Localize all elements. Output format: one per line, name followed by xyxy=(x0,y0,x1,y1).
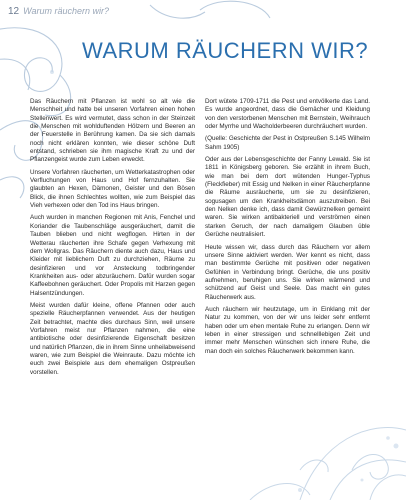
source-citation: (Quelle: Geschichte der Pest in Ostpreußen S.145 Wilhelm Sahm 1905) xyxy=(205,135,370,151)
right-column xyxy=(205,98,370,360)
paragraph: Meist wurden dafür kleine, offene Pfannen oder auch spezielle Räucherpfannen verwendet. Aus der heutigen Zeit betrachtet, machte dies durchaus Sinn, weil unsere Vorfahren meist nur Pflanzen nahmen, die eine antibiotische oder desinfizierende Eigenschaft besitzen und natürlich Pflanzen, die in ihrem Sinne unheilabweisend waren, wie zum Beispiel die Weinraute. Dazu möchte ich euch zwei Beispiele aus dem ehemaligen Ostpreußen vorstellen. xyxy=(30,301,195,376)
paragraph: Auch räuchern wir heutzutage, um in Einklang mit der Natur zu kommen, von der wir uns leider sehr entfernt haben oder um ehen mentale Ruhe zu erlangen. Denn wir leben in einer stressigen und schnelllebigen Zeit und immer mehr Menschen wünschen sich innere Ruhe, die man doch ein solches Räucherwerk bekommen kann. xyxy=(205,305,370,355)
running-title: Warum räuchern wir? xyxy=(23,6,109,16)
running-header xyxy=(8,6,109,17)
paragraph: Unsere Vorfahren räucherten, um Wetterkatastrophen oder Verfluchungen von Haus und Hof fernzuhalten. Sie glaubten an Hexen, Dämonen, Geister und den Bösen Blick, die ihnen Schlechtes wollten, wie zum Beispiel das Vieh verhexen oder den Tod ins Haus bringen. xyxy=(30,168,195,210)
paragraph: Dort wütete 1709-1711 die Pest und entvölkerte das Land. Es wurde angeordnet, dass die Gemächer und Kleidung von den verstorbenen Menschen mit Bernstein, Weihrauch oder Myrrhe und Wacholderbeeren durchräuchert wurden. xyxy=(205,98,370,131)
chapter-title: WARUM RÄUCHERN WIR? xyxy=(82,38,369,63)
paragraph: Heute wissen wir, dass durch das Räuchern vor allem unsere Sinne aktiviert werden. Wer kennt es nicht, dass man bestimmte Gerüche mit positiven oder negativen Gefühlen in Verbindung bringt. Gerüche, die uns positiv aufnehmen, beruhigen uns. Sie wirken wärmend und schützend auf Geist und Seele. Das macht ein gutes Räucherwerk aus. xyxy=(205,243,370,301)
left-column xyxy=(30,98,195,381)
paragraph: Das Räuchern mit Pflanzen ist wohl so alt wie die Menschheit und hatte bei unseren Vorfahren einen hohen Stellenwert. Es wird vermutet, dass schon in der Steinzeit die Menschen mit wohlduftenden Hölzern und Beeren an der Feuerstelle in Berührung kamen. Da sie sich damals noch nicht erklären konnten, wie dieser schöne Duft entstand, schrieben sie ihm magische Kraft zu und der Pflanzengeist wurde zum Leben erweckt. xyxy=(30,98,195,164)
paragraph: Oder aus der Lebensgeschichte der Fanny Lewald. Sie ist 1811 in Königsberg geboren. Sie erzählt in ihrem Buch, wie man bei dem dort wütenden Hunger-Typhus (Fleckfieber) mit Essig und Nelken in einer Räucherpfanne die Räume ausräucherte, um sie zu desinfizieren, sogusagen um den Krankheitsdämon auszutreiben. Bei den Nelken denke ich, dass damit Gewürznelken gemeint waren. Sie wirken antibakteriell und verströmen einen starken Geruch, der nach damaligem Glauben üble Gerüche neutralisiert. xyxy=(205,156,370,239)
paragraph: Auch wurden in manchen Regionen mit Anis, Fenchel und Koriander die Taubenschläge ausgeräuchert, damit die Tauben blieben und nicht wegflogen. Hirten in der Wetterau räucherten ihre Schafe gegen Verhexung mit dem Wollgras. Das Räuchern diente auch dazu, Haus und Kleider mit lieblichem Duft zu durchziehen, Räume zu desinfizieren und vor Ansteckung todbringender Krankheiten aus- oder abzuräuchern. Dafür wurden sogar Kaffeebohnen geräuchert. Oder Propolis mit Harzen gegen Halsentzündungen. xyxy=(30,214,195,297)
page-number: 12 xyxy=(8,6,20,17)
